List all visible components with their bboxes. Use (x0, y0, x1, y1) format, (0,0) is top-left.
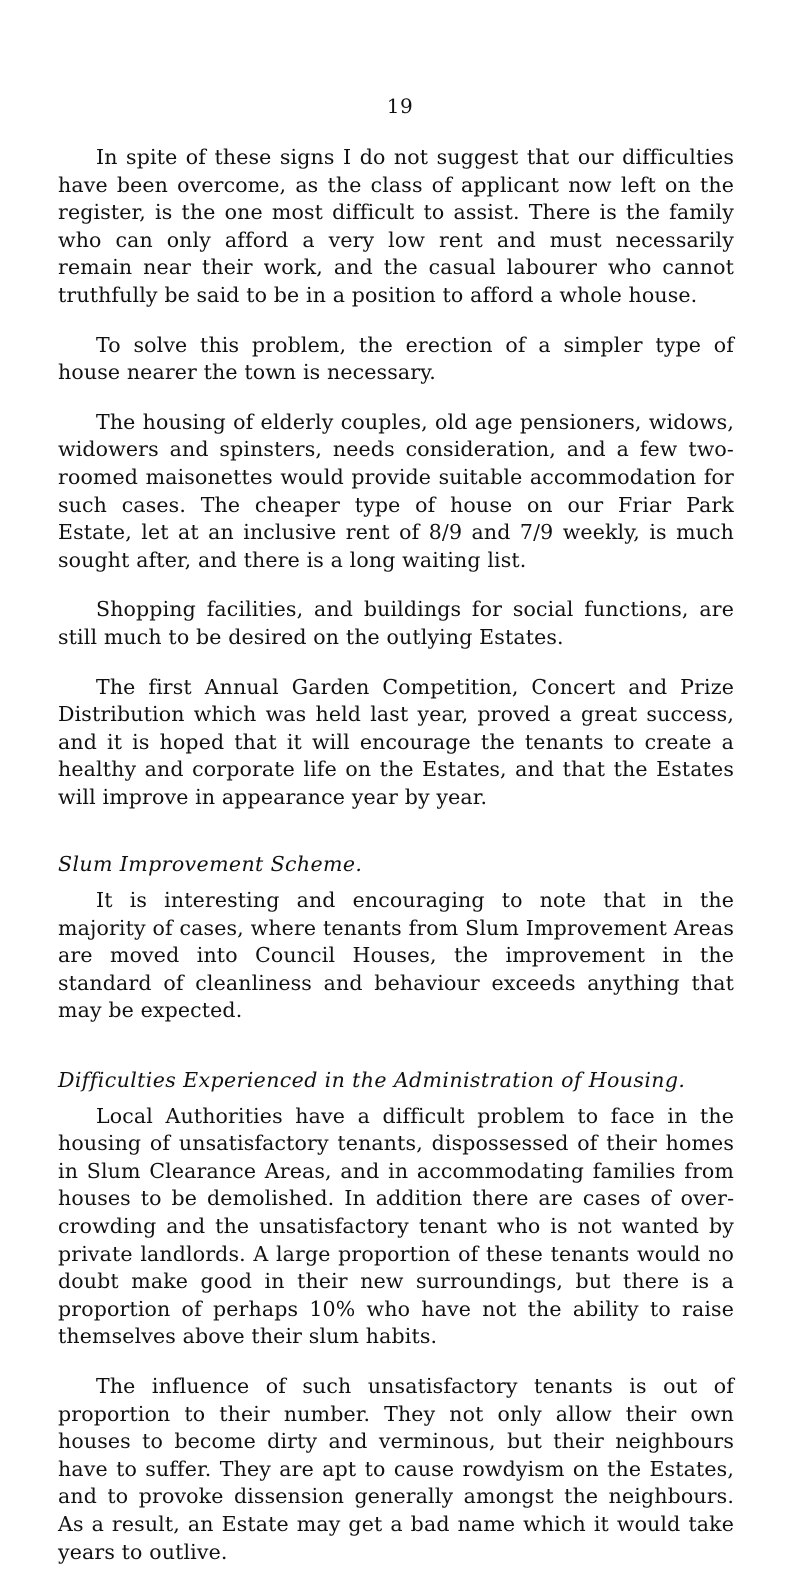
paragraph-simpler-house-type: To solve this problem, the erection of a simpler type of house nearer the town is necessary. (58, 332, 734, 385)
section-heading-housing-difficulties: Difficulties Experienced in the Administration of Housing. (58, 1068, 686, 1093)
paragraph-shopping-facilities: Shopping facilities, and buildings for social functions, are still much to be desired on the outlying Estates. (58, 597, 734, 649)
paragraph-unsatisfactory-tenants: Local Authorities have a difficult problem to face in the housing of unsatisfactory tenants, dispossessed of their homes in Slum Clearance Areas, and in accommodating families from houses to be demolished. In addition there are cases of overcrowding and the unsatisfactory tenant who is not wanted by private landlords. A large proportion of these tenants would no doubt make good in their new surroundings, but there is a proportion of perhaps 10% who have not the ability to raise themselves above their slum habits. (58, 1103, 734, 1349)
section-heading-slum-improvement: Slum Improvement Scheme. (58, 852, 363, 877)
paragraph-difficulties-overcome: In spite of these signs I do not suggest that our difficulties have been overcome, as the class of applicant now left on the register, is the one most difficult to assist. There is the family who can only afford a very low rent and must necessarily remain near their work, and the casual labourer who cannot truthfully be said to be in a position to afford a whole house. (58, 145, 734, 307)
paragraph-tenant-influence: The influence of such unsatisfactory tenants is out of proportion to their number. They not only allow their own houses to become dirty and verminous, but their neighbours have to suffer. They are apt to cause rowdyism on the Estates, and to provoke dissension generally amongst the neighbours. As a result, an Estate may get a bad name which it would take years to outlive. (58, 1373, 734, 1564)
paragraph-slum-improvement: It is interesting and encouraging to note that in the majority of cases, where tenants from Slum Improvement Areas are moved into Council Houses, the improvement in the standard of cleanliness and behaviour exceeds anything that may be expected. (58, 888, 734, 1023)
page-body (58, 144, 734, 1588)
paragraph-elderly-housing: The housing of elderly couples, old age pensioners, widows, widowers and spinsters, needs consideration, and a few two-roomed maisonettes would provide suitable accommodation for such cases. The cheaper type of house on our Friar Park Estate, let at an inclusive rent of 8/9 and 7/9 weekly, is much sought after, and there is a long waiting list. (58, 409, 734, 572)
page-number: 19 (386, 94, 414, 118)
paragraph-garden-competition: The first Annual Garden Competition, Concert and Prize Distribution which was held last year, proved a great success, and it is hoped that it will encourage the tenants to create a healthy and corporate life on the Estates, and that the Estates will improve in appearance year by year. (58, 674, 734, 809)
